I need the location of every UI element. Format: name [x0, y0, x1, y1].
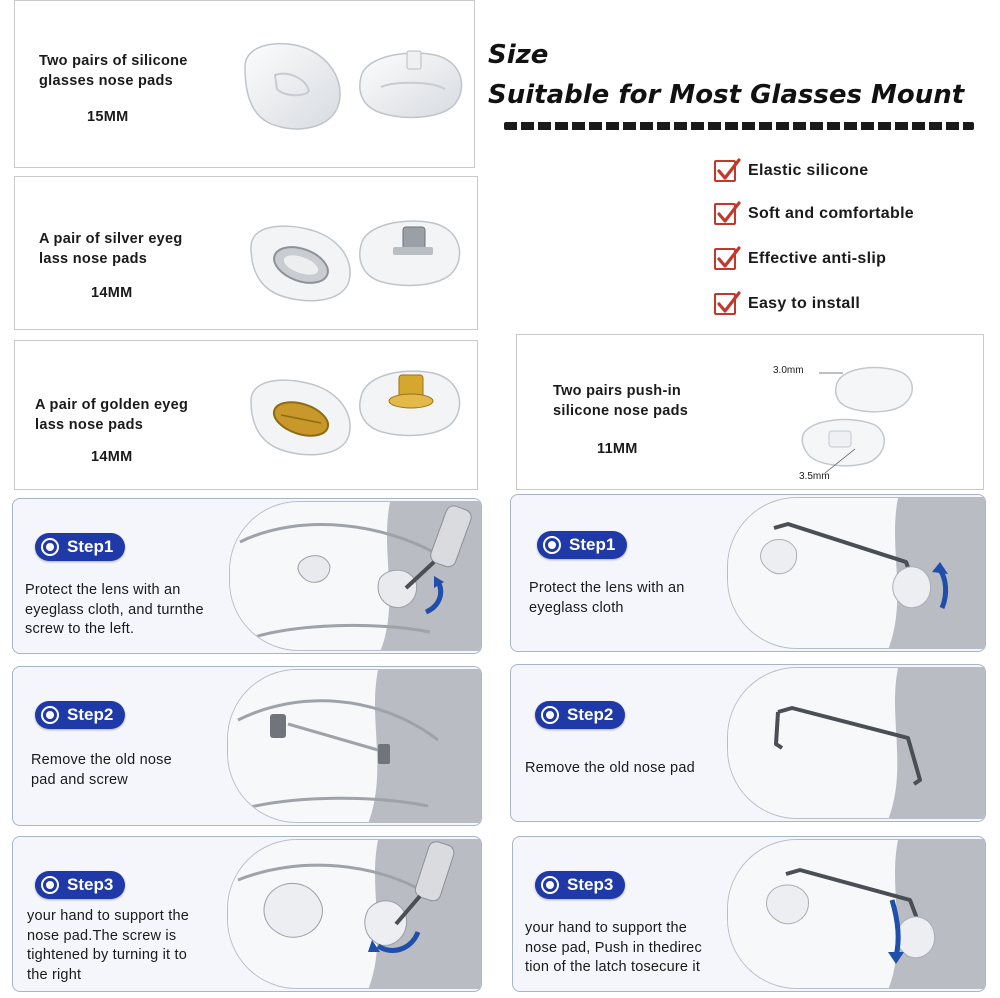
- feature-item: [714, 159, 868, 183]
- step-badge: Step1: [537, 531, 627, 559]
- dimension-top-label: 3.0mm: [773, 365, 804, 376]
- product-size: 14MM: [91, 449, 133, 465]
- size-title: Size: [488, 40, 549, 70]
- product-card-push-in: [516, 334, 984, 490]
- badge-dot-icon: [543, 878, 557, 892]
- feature-label: Easy to install: [748, 295, 861, 312]
- golden-nose-pad-image: [243, 357, 473, 467]
- step-card-left-1: [12, 498, 482, 654]
- step-badge: Step1: [35, 533, 125, 561]
- step-card-right-1: [510, 494, 986, 652]
- checkbox-icon: [714, 248, 736, 270]
- badge-dot-icon: [43, 878, 57, 892]
- product-label: A pair of golden eyeg lass nose pads: [35, 397, 189, 433]
- checkbox-icon: [714, 293, 736, 315]
- badge-dot-icon: [543, 708, 557, 722]
- feature-item: [714, 292, 860, 316]
- product-size: 15MM: [87, 109, 129, 125]
- product-label: Two pairs push-in silicone nose pads: [553, 383, 689, 419]
- product-card-golden: [14, 340, 478, 490]
- step-photo-screwdriver: [229, 501, 481, 651]
- step-photo-push-in-remove: [727, 667, 985, 819]
- step-card-right-2: [510, 664, 986, 822]
- step-description: Remove the old nose pad and screw: [31, 752, 172, 788]
- product-size: 14MM: [91, 285, 133, 301]
- step-description: Protect the lens with an eyeglass cloth: [529, 580, 685, 616]
- checkbox-icon: [714, 160, 736, 182]
- step-description: Protect the lens with an eyeglass cloth, and turnthe screw to the left.: [25, 582, 204, 637]
- product-card-silicone: [14, 0, 475, 168]
- feature-label: Elastic silicone: [748, 162, 869, 179]
- badge-dot-icon: [43, 540, 57, 554]
- badge-dot-icon: [43, 708, 57, 722]
- step-badge: Step2: [535, 701, 625, 729]
- step-badge: Step3: [35, 871, 125, 899]
- dashed-divider: [504, 122, 974, 130]
- checkbox-icon: [714, 203, 736, 225]
- dimension-bottom-label: 3.5mm: [799, 471, 830, 482]
- step-card-right-3: [512, 836, 986, 992]
- product-card-silver: [14, 176, 478, 330]
- step-badge: Step3: [535, 871, 625, 899]
- size-subtitle: Suitable for Most Glasses Mount: [488, 80, 965, 110]
- feature-item: [714, 247, 886, 271]
- step-card-left-3: [12, 836, 482, 992]
- product-label: A pair of silver eyeg lass nose pads: [39, 231, 183, 267]
- step-description: Remove the old nose pad: [525, 760, 695, 776]
- feature-label: Soft and comfortable: [748, 205, 915, 222]
- product-label: Two pairs of silicone glasses nose pads: [39, 53, 188, 89]
- badge-dot-icon: [545, 538, 559, 552]
- silver-nose-pad-image: [243, 207, 473, 307]
- feature-item: [714, 202, 914, 226]
- step-photo-remove-pad: [227, 669, 481, 823]
- silicone-nose-pad-image: [235, 37, 475, 137]
- step-photo-tighten-screw: [227, 839, 481, 989]
- step-description: your hand to support the nose pad.The screw is tightened by turning it to the right: [27, 908, 189, 983]
- step-photo-push-in-secure: [727, 839, 985, 989]
- feature-label: Effective anti-slip: [748, 250, 887, 267]
- step-badge: Step2: [35, 701, 125, 729]
- step-photo-push-in-protect: [727, 497, 985, 649]
- step-description: your hand to support the nose pad, Push in thedirec tion of the latch tosecure it: [525, 920, 702, 975]
- step-card-left-2: [12, 666, 482, 826]
- product-size: 11MM: [597, 441, 638, 457]
